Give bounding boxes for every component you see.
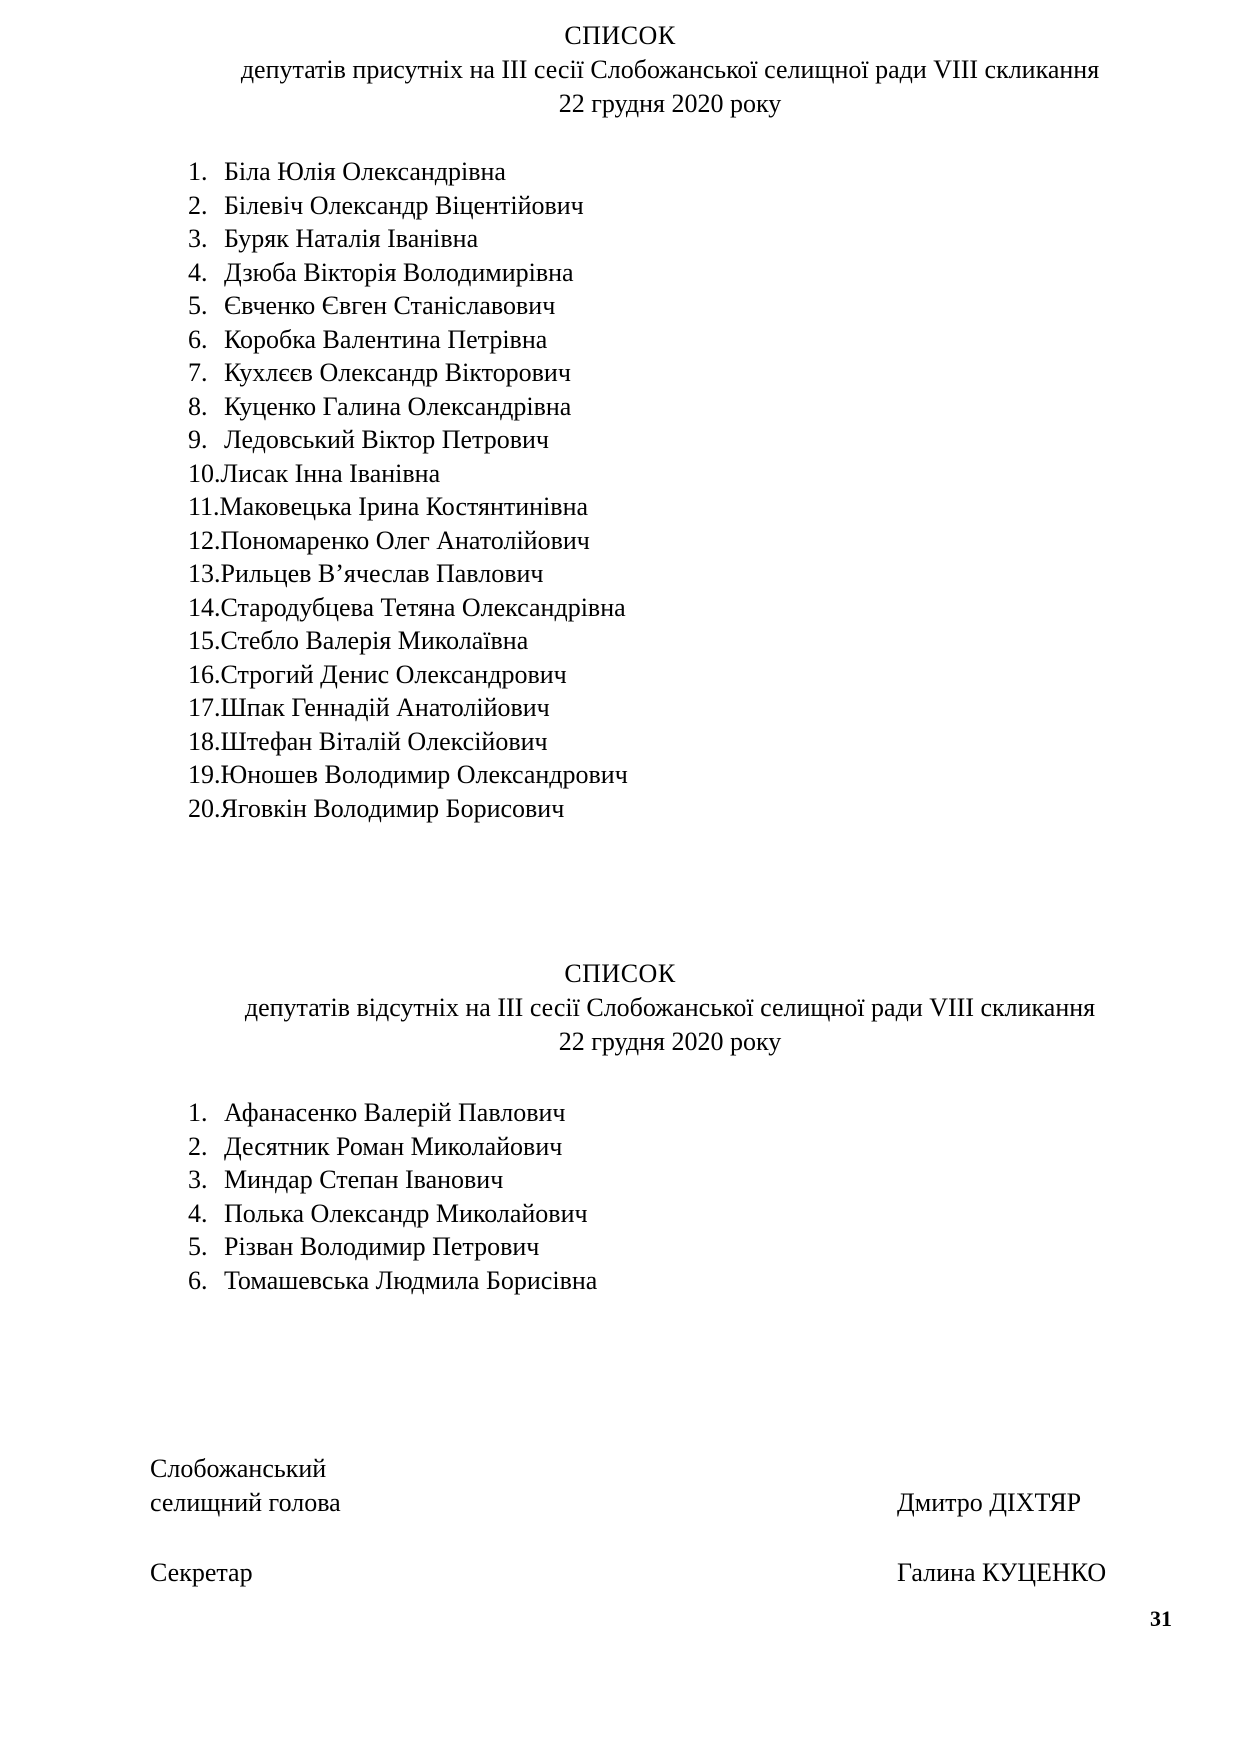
list-item-name: Томашевська Людмила Борисівна	[224, 1265, 598, 1295]
secretary-title: Секретар	[150, 1558, 253, 1587]
list-item-number: 13.	[188, 559, 221, 588]
list-item-number: 2.	[188, 1131, 208, 1161]
absent-list-date: 22 грудня 2020 року	[558, 1027, 782, 1056]
list-item-number: 6.	[188, 324, 208, 354]
list-item	[188, 1130, 597, 1164]
present-list-title: СПИСОК	[564, 21, 676, 50]
list-item-number: 17.	[188, 693, 221, 722]
list-item	[188, 591, 628, 625]
present-list-subtitle: депутатів присутніх на ІІІ сесії Слобожанської селищної ради VІІІ скликання	[240, 55, 1100, 84]
list-item	[188, 457, 628, 491]
list-item-number: 1.	[188, 1098, 208, 1127]
absent-list-title: СПИСОК	[564, 959, 676, 988]
list-item-number: 4.	[188, 257, 208, 287]
list-item-number: 3.	[188, 1165, 208, 1194]
present-deputies-list	[188, 155, 628, 825]
list-item	[188, 524, 628, 558]
head-title-line1: Слобожанський	[150, 1454, 327, 1483]
list-item-number: 15.	[188, 626, 221, 655]
list-item	[188, 256, 628, 290]
list-item-name: Буряк Наталія Іванівна	[224, 224, 479, 253]
list-item-name: Юношев Володимир Олександрович	[220, 760, 628, 789]
list-item	[188, 1230, 597, 1264]
list-item	[188, 155, 628, 189]
list-item-number: 5.	[188, 291, 208, 320]
list-item-name: Дзюба Вікторія Володимирівна	[224, 257, 574, 287]
list-item	[188, 758, 628, 792]
list-item	[188, 792, 628, 826]
list-item-name: Євченко Євген Станіславович	[224, 291, 556, 320]
list-item-name: Шпак Геннадій Анатолійович	[220, 693, 550, 722]
list-item-name: Штефан Віталій Олексійович	[220, 726, 548, 756]
list-item-number: 18.	[188, 726, 221, 756]
list-item	[188, 624, 628, 658]
list-item-name: Пономаренко Олег Анатолійович	[220, 525, 590, 555]
list-item-number: 3.	[188, 224, 208, 253]
list-item-number: 4.	[188, 1198, 208, 1228]
absent-deputies-list	[188, 1096, 597, 1297]
list-item-number: 12.	[188, 525, 221, 555]
page-number: 31	[1150, 1606, 1172, 1631]
list-item-number: 19.	[188, 760, 221, 789]
list-item-number: 14.	[188, 592, 221, 622]
list-item-name: Миндар Степан Іванович	[224, 1165, 504, 1194]
list-item-number: 7.	[188, 358, 208, 387]
list-item-name: Афанасенко Валерій Павлович	[224, 1098, 566, 1127]
list-item	[188, 1163, 597, 1197]
list-item-number: 6.	[188, 1265, 208, 1295]
list-item-number: 9.	[188, 425, 208, 454]
list-item	[188, 1264, 597, 1298]
list-item-name: Яговкін Володимир Борисович	[220, 793, 565, 823]
head-name: Дмитро ДІХТЯР	[897, 1488, 1082, 1517]
list-item	[188, 725, 628, 759]
present-list-date: 22 грудня 2020 року	[558, 89, 782, 118]
list-item-name: Рильцев В’ячеслав Павлович	[220, 559, 544, 588]
list-item	[188, 691, 628, 725]
list-item-number: 11.	[188, 492, 220, 521]
list-item	[188, 423, 628, 457]
absent-list-subtitle: депутатів відсутніх на ІІІ сесії Слобожанської селищної ради VІІІ скликання	[244, 993, 1096, 1022]
list-item-number: 20.	[188, 793, 221, 823]
list-item-name: Білевіч Олександр Віцентійович	[224, 190, 584, 220]
list-item-name: Коробка Валентина Петрівна	[224, 324, 548, 354]
list-item-name: Різван Володимир Петрович	[224, 1232, 540, 1261]
list-item-name: Полька Олександр Миколайович	[224, 1198, 588, 1228]
list-item	[188, 1096, 597, 1130]
list-item	[188, 323, 628, 357]
list-item	[188, 189, 628, 223]
list-item-number: 16.	[188, 659, 221, 689]
absent-list-heading	[0, 957, 1240, 1059]
list-item-number: 10.	[188, 458, 221, 488]
list-item-name: Стебло Валерія Миколаївна	[220, 626, 529, 655]
list-item-name: Строгий Денис Олександрович	[220, 659, 567, 689]
list-item-name: Біла Юлія Олександрівна	[224, 157, 506, 186]
list-item	[188, 557, 628, 591]
list-item-name: Кухлєєв Олександр Вікторович	[224, 358, 571, 387]
list-item	[188, 658, 628, 692]
present-list-heading	[0, 19, 1240, 121]
list-item-number: 1.	[188, 157, 208, 186]
list-item-name: Ледовський Віктор Петрович	[224, 425, 549, 454]
list-item	[188, 1197, 597, 1231]
list-item-name: Стародубцева Тетяна Олександрівна	[220, 592, 626, 622]
list-item	[188, 356, 628, 390]
list-item-name: Маковецька Ірина Костянтинівна	[219, 492, 589, 521]
list-item-name: Лисак Інна Іванівна	[220, 458, 441, 488]
list-item-number: 8.	[188, 391, 208, 421]
list-item-number: 2.	[188, 190, 208, 220]
list-item	[188, 289, 628, 323]
list-item	[188, 490, 628, 524]
list-item	[188, 390, 628, 424]
head-title-line2: селищний голова	[150, 1488, 341, 1517]
secretary-name: Галина КУЦЕНКО	[897, 1558, 1107, 1587]
list-item	[188, 222, 628, 256]
list-item-name: Десятник Роман Миколайович	[224, 1131, 563, 1161]
list-item-name: Куценко Галина Олександрівна	[224, 391, 572, 421]
list-item-number: 5.	[188, 1232, 208, 1261]
